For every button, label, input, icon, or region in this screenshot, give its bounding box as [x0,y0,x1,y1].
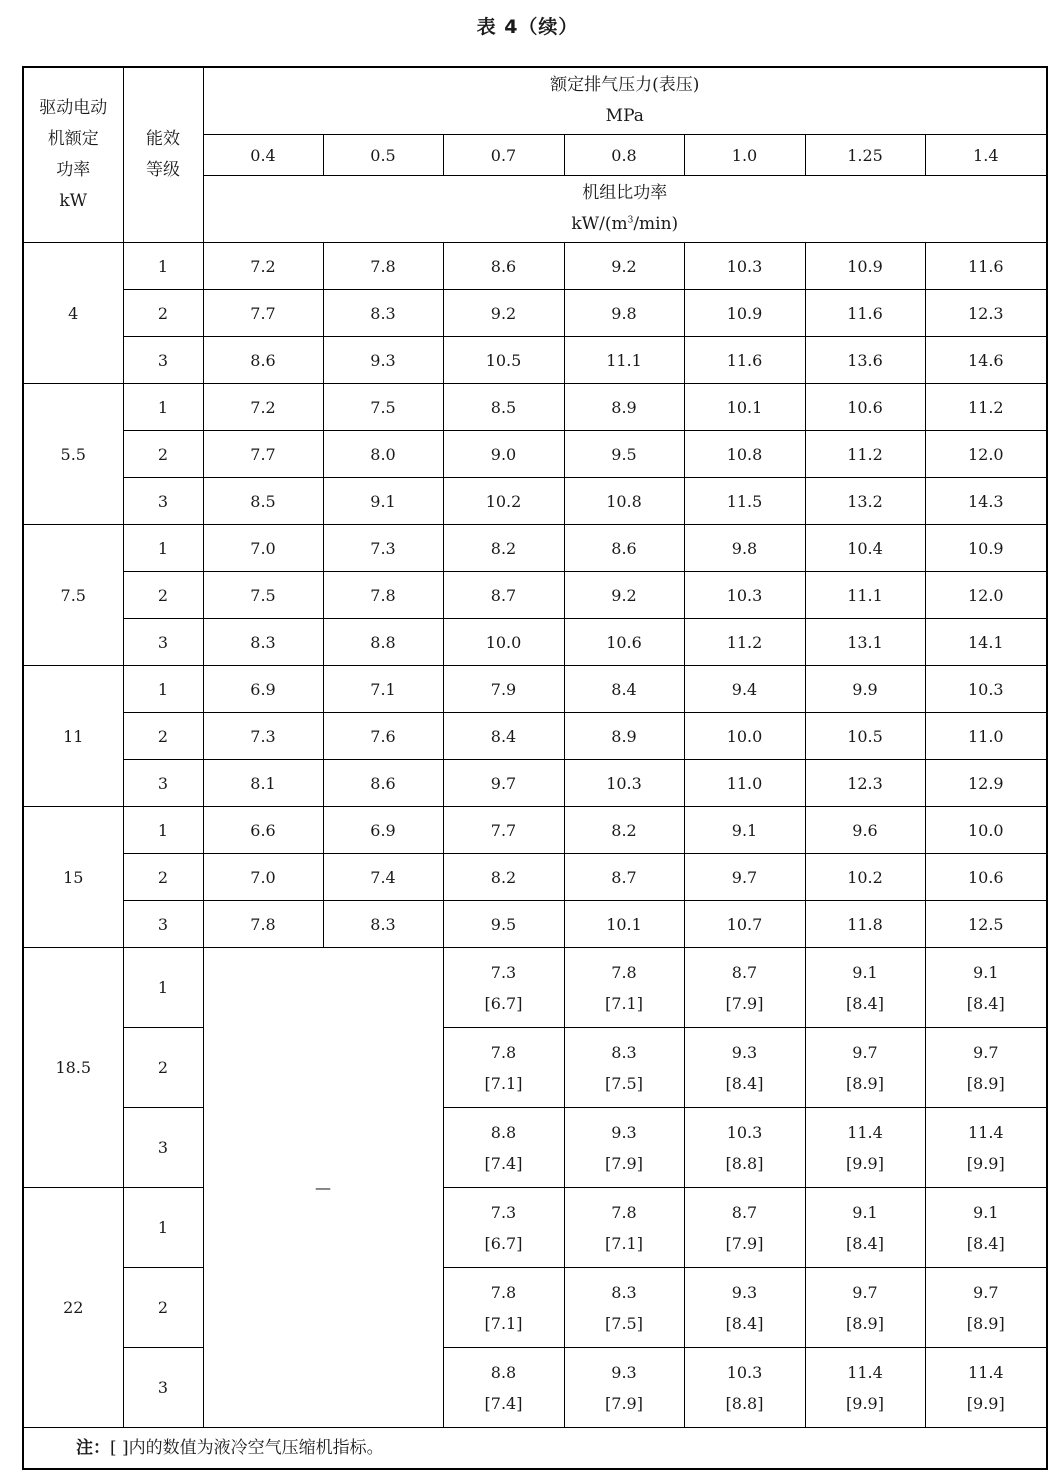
efficiency-grade-cell: 3 [123,901,203,948]
specific-power-value: 14.3 [925,478,1047,525]
specific-power-value: 8.6 [564,525,684,572]
specific-power-title: 机组比功率 [582,183,668,203]
specific-power-value [443,1108,564,1188]
liquid-cooled-value: [9.9] [966,1153,1005,1173]
specific-power-value [443,1028,564,1108]
efficiency-grade-cell: 1 [123,666,203,713]
specific-power-value: 7.5 [203,572,323,619]
liquid-cooled-value: [9.9] [966,1393,1005,1413]
specific-power-value: 8.5 [443,384,564,431]
motor-power-cell: 18.5 [23,948,123,1188]
table-caption: 表 4（续） [476,16,579,38]
efficiency-grade-cell: 1 [123,807,203,854]
specific-power-value: 13.2 [805,478,925,525]
specific-power-value: 13.1 [805,619,925,666]
specific-power-value [564,1348,684,1428]
specific-power-value: 10.9 [805,243,925,290]
specific-power-value [564,1268,684,1348]
header-motor-power: 驱动电动 机额定 功率 kW [23,67,123,243]
air-cooled-value: 7.8 [611,1202,637,1222]
specific-power-value [684,1028,805,1108]
specific-power-value [925,948,1047,1028]
air-cooled-value: 9.7 [852,1282,878,1302]
specific-power-value: 7.2 [203,243,323,290]
efficiency-grade-cell: 2 [123,572,203,619]
efficiency-grade-cell: 1 [123,384,203,431]
efficiency-grade-cell: 1 [123,948,203,1028]
liquid-cooled-value: [9.9] [846,1393,884,1413]
efficiency-grade-cell: 3 [123,337,203,384]
specific-power-value [805,1028,925,1108]
specific-power-value: 11.0 [684,760,805,807]
air-cooled-value: 11.4 [847,1122,883,1142]
specific-power-value [805,1188,925,1268]
specific-power-value [684,1188,805,1268]
air-cooled-value: 9.3 [731,1042,758,1062]
specific-power-value: 7.3 [203,713,323,760]
specific-power-value [805,948,925,1028]
specific-power-value: 10.8 [564,478,684,525]
specific-power-value: 12.9 [925,760,1047,807]
table-row [23,243,1047,290]
efficiency-grade-cell: 2 [123,431,203,478]
efficiency-grade-cell: 1 [123,525,203,572]
air-cooled-value: 8.8 [490,1362,517,1382]
specific-power-value [443,1268,564,1348]
liquid-cooled-value: [8.4] [725,1073,764,1093]
motor-power-cell: 4 [23,243,123,384]
motor-power-cell: 22 [23,1188,123,1428]
specific-power-value: 9.9 [805,666,925,713]
liquid-cooled-value: [8.9] [966,1073,1005,1093]
note-text: [ ]内的数值为液冷空气压缩机指标。 [110,1437,384,1458]
specific-power-value: 8.9 [564,713,684,760]
specific-power-value [564,1108,684,1188]
specific-power-value: 10.3 [925,666,1047,713]
air-cooled-value: 7.8 [490,1282,517,1302]
table-row [23,1188,1047,1268]
specific-power-value: 7.8 [323,572,443,619]
specific-power-value: 9.5 [443,901,564,948]
specific-power-value: 7.0 [203,525,323,572]
specific-power-value: 11.2 [684,619,805,666]
specific-power-value: 8.5 [203,478,323,525]
specific-power-value: 10.9 [925,525,1047,572]
specific-power-value: 9.6 [805,807,925,854]
specific-power-unit: $kW/(m^3/\min)$ [571,214,679,234]
liquid-cooled-value: [8.9] [846,1313,884,1333]
table-row [23,1108,1047,1188]
specific-power-value: 9.2 [443,290,564,337]
specific-power-value: 8.2 [443,525,564,572]
specific-power-value: 8.8 [323,619,443,666]
specific-power-value: 10.5 [443,337,564,384]
table-row [23,1348,1047,1428]
header-pressure [203,67,1047,135]
liquid-cooled-value: [8.4] [966,993,1005,1013]
specific-power-value: 10.5 [805,713,925,760]
specific-power-value: 9.7 [443,760,564,807]
table-row [23,1268,1047,1348]
not-applicable-cell: — [203,948,443,1428]
specific-power-value: 8.7 [564,854,684,901]
header-efficiency-grade: 能效 等级 [123,67,203,243]
specific-power-value: 11.6 [684,337,805,384]
header-row-pressure-title [23,67,1047,135]
air-cooled-value: 8.8 [490,1122,517,1142]
efficiency-grade-cell: 3 [123,619,203,666]
liquid-cooled-value: [7.9] [605,1393,643,1413]
air-cooled-value: 9.1 [973,962,999,982]
efficiency-grade-cell: 2 [123,1028,203,1108]
specific-power-value: 7.7 [203,290,323,337]
table-row [23,572,1047,619]
specific-power-value: 12.5 [925,901,1047,948]
efficiency-grade-cell: 2 [123,713,203,760]
specific-power-value [925,1028,1047,1108]
specific-power-value: 11.2 [925,384,1047,431]
table-row [23,854,1047,901]
liquid-cooled-value: [7.1] [484,1313,523,1333]
liquid-cooled-value: [6.7] [484,993,523,1013]
specific-power-value [443,1348,564,1428]
specific-power-value: 8.3 [203,619,323,666]
specific-power-value: 7.6 [323,713,443,760]
pressure-header-cell: 1.4 [925,135,1047,176]
liquid-cooled-value: [8.4] [725,1313,764,1333]
specific-power-value: 10.2 [443,478,564,525]
specific-power-value: 10.7 [684,901,805,948]
specific-power-value: 10.6 [805,384,925,431]
motor-power-cell: 15 [23,807,123,948]
pressure-header-cell: 0.4 [203,135,323,176]
specific-power-value: 8.1 [203,760,323,807]
liquid-cooled-value: [8.9] [846,1073,884,1093]
specific-power-value [564,948,684,1028]
header-specific-power [203,176,1047,243]
liquid-cooled-value: [8.4] [846,1233,884,1253]
motor-power-cell: 5.5 [23,384,123,525]
table-row [23,713,1047,760]
specific-power-value: 12.0 [925,572,1047,619]
specific-power-value: 9.0 [443,431,564,478]
note-row [23,1428,1047,1470]
pressure-header-cell: 0.7 [443,135,564,176]
liquid-cooled-value: [7.5] [605,1313,643,1333]
efficiency-grade-cell: 2 [123,854,203,901]
specific-power-value: 9.5 [564,431,684,478]
specific-power-value: 7.0 [203,854,323,901]
specific-power-value: 8.7 [443,572,564,619]
air-cooled-value: 11.4 [967,1122,1004,1142]
specific-power-value [925,1108,1047,1188]
specific-power-value: 14.1 [925,619,1047,666]
air-cooled-value: 9.3 [611,1122,637,1142]
specific-power-value: 7.1 [323,666,443,713]
liquid-cooled-value: [7.4] [484,1153,523,1173]
pressure-unit: MPa [605,106,644,126]
specific-power-value: 8.3 [323,290,443,337]
air-cooled-value: 9.3 [731,1282,758,1302]
table-row [23,290,1047,337]
liquid-cooled-value: [7.1] [605,1233,643,1253]
specific-power-value: 6.6 [203,807,323,854]
specific-power-value: 10.2 [805,854,925,901]
liquid-cooled-value: [7.9] [605,1153,643,1173]
air-cooled-value: 10.3 [726,1122,763,1142]
specific-power-value: 10.9 [684,290,805,337]
specific-power-value: 10.6 [925,854,1047,901]
specific-power-value: 9.4 [684,666,805,713]
specific-power-value: 10.3 [564,760,684,807]
efficiency-grade-cell: 2 [123,290,203,337]
air-cooled-value: 9.1 [973,1202,999,1222]
pressure-header-cell: 1.0 [684,135,805,176]
liquid-cooled-value: [8.8] [725,1393,764,1413]
table-row [23,760,1047,807]
specific-power-value: 10.3 [684,572,805,619]
liquid-cooled-value: [7.9] [725,993,764,1013]
pressure-header-cell: 0.5 [323,135,443,176]
liquid-cooled-value: [6.7] [484,1233,523,1253]
table-row [23,619,1047,666]
specific-power-value: 10.1 [684,384,805,431]
efficiency-grade-cell: 1 [123,1188,203,1268]
specific-power-value: 14.6 [925,337,1047,384]
pressure-title: 额定排气压力(表压) [550,75,700,95]
specific-power-value: 8.2 [443,854,564,901]
specific-power-value: 11.6 [925,243,1047,290]
table-row [23,666,1047,713]
table-row [23,384,1047,431]
specific-power-value: 12.3 [925,290,1047,337]
specific-power-table [22,66,1048,1470]
efficiency-grade-cell: 3 [123,1348,203,1428]
table-row [23,337,1047,384]
specific-power-value [925,1188,1047,1268]
liquid-cooled-value: [7.1] [605,993,643,1013]
liquid-cooled-value: [8.4] [846,993,884,1013]
specific-power-value: 7.2 [203,384,323,431]
specific-power-value: 10.6 [564,619,684,666]
specific-power-value [805,1268,925,1348]
specific-power-value [564,1188,684,1268]
specific-power-value [805,1108,925,1188]
table-row [23,807,1047,854]
efficiency-grade-cell: 3 [123,478,203,525]
specific-power-value: 9.1 [684,807,805,854]
air-cooled-value: 7.3 [490,962,517,982]
air-cooled-value: 8.7 [731,962,758,982]
air-cooled-value: 7.8 [490,1042,517,1062]
table-note [23,1428,1047,1470]
liquid-cooled-value: [8.8] [725,1153,764,1173]
specific-power-value: 9.2 [564,572,684,619]
specific-power-value: 10.0 [443,619,564,666]
specific-power-value [925,1268,1047,1348]
specific-power-value: 8.6 [443,243,564,290]
specific-power-value: 10.0 [925,807,1047,854]
specific-power-value: 9.3 [323,337,443,384]
specific-power-value: 11.1 [805,572,925,619]
specific-power-value: 8.6 [203,337,323,384]
liquid-cooled-value: [9.9] [846,1153,884,1173]
specific-power-value: 10.0 [684,713,805,760]
specific-power-value [443,948,564,1028]
efficiency-grade-cell: 3 [123,1108,203,1188]
specific-power-value: 7.8 [323,243,443,290]
specific-power-value: 10.8 [684,431,805,478]
specific-power-value: 6.9 [323,807,443,854]
specific-power-value [684,1268,805,1348]
air-cooled-value: 8.7 [731,1202,758,1222]
specific-power-value: 9.2 [564,243,684,290]
specific-power-value: 11.1 [564,337,684,384]
air-cooled-value: 9.7 [852,1042,878,1062]
efficiency-grade-cell: 2 [123,1268,203,1348]
specific-power-value: 7.7 [443,807,564,854]
specific-power-value: 10.4 [805,525,925,572]
specific-power-value: 7.3 [323,525,443,572]
specific-power-value: 7.7 [203,431,323,478]
specific-power-value: 11.6 [805,290,925,337]
motor-power-cell: 11 [23,666,123,807]
liquid-cooled-value: [7.5] [605,1073,643,1093]
specific-power-value: 11.0 [925,713,1047,760]
specific-power-value: 11.5 [684,478,805,525]
liquid-cooled-value: [7.4] [484,1393,523,1413]
specific-power-value: 7.8 [203,901,323,948]
table-row [23,478,1047,525]
specific-power-value: 8.4 [564,666,684,713]
specific-power-value [564,1028,684,1108]
specific-power-value: 9.8 [564,290,684,337]
specific-power-value: 12.3 [805,760,925,807]
specific-power-value [443,1188,564,1268]
table-row [23,525,1047,572]
liquid-cooled-value: [8.4] [966,1233,1005,1253]
specific-power-value: 8.4 [443,713,564,760]
pressure-header-cell: 0.8 [564,135,684,176]
specific-power-value: 9.7 [684,854,805,901]
specific-power-value: 13.6 [805,337,925,384]
air-cooled-value: 9.7 [973,1282,999,1302]
specific-power-value: 10.3 [684,243,805,290]
specific-power-value: 8.3 [323,901,443,948]
efficiency-grade-cell: 3 [123,760,203,807]
table-row [23,901,1047,948]
specific-power-value [925,1348,1047,1428]
table-row [23,1028,1047,1108]
air-cooled-value: 9.1 [852,1202,878,1222]
efficiency-grade-cell: 1 [123,243,203,290]
air-cooled-value: 11.4 [847,1362,883,1382]
air-cooled-value: 7.3 [490,1202,517,1222]
specific-power-value [684,1348,805,1428]
specific-power-value: 11.2 [805,431,925,478]
table-row [23,948,1047,1028]
specific-power-value: 8.6 [323,760,443,807]
specific-power-value: 6.9 [203,666,323,713]
pressure-header-cell: 1.25 [805,135,925,176]
specific-power-value: 7.9 [443,666,564,713]
specific-power-value: 12.0 [925,431,1047,478]
air-cooled-value: 11.4 [967,1362,1004,1382]
liquid-cooled-value: [8.9] [966,1313,1005,1333]
table-row [23,431,1047,478]
air-cooled-value: 9.7 [973,1042,999,1062]
specific-power-value: 7.5 [323,384,443,431]
air-cooled-value: 10.3 [726,1362,763,1382]
specific-power-value: 10.1 [564,901,684,948]
specific-power-value [684,1108,805,1188]
specific-power-value: 9.8 [684,525,805,572]
note-label: 注： [76,1437,110,1458]
specific-power-value: 8.2 [564,807,684,854]
specific-power-value: 8.9 [564,384,684,431]
air-cooled-value: 9.1 [852,962,878,982]
specific-power-value: 11.8 [805,901,925,948]
air-cooled-value: 9.3 [611,1362,637,1382]
motor-power-cell: 7.5 [23,525,123,666]
air-cooled-value: 8.3 [611,1282,637,1302]
specific-power-value [684,948,805,1028]
air-cooled-value: 8.3 [611,1042,637,1062]
liquid-cooled-value: [7.1] [484,1073,523,1093]
specific-power-value [805,1348,925,1428]
specific-power-value: 7.4 [323,854,443,901]
liquid-cooled-value: [7.9] [725,1233,764,1253]
specific-power-value: 8.0 [323,431,443,478]
specific-power-value: 9.1 [323,478,443,525]
air-cooled-value: 7.8 [611,962,637,982]
